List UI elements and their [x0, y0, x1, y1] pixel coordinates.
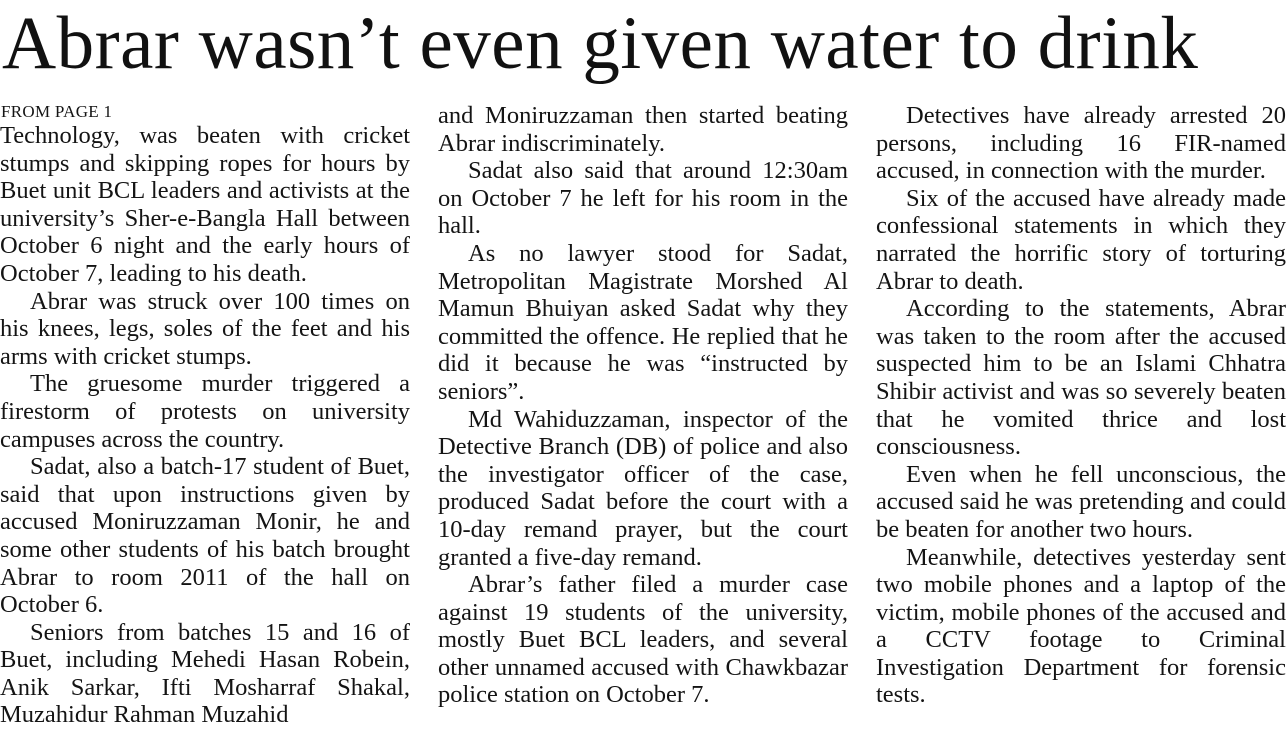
paragraph: Six of the accused have already made confessional statements in which they narrated the horrific story of torturing Abrar to death.	[876, 184, 1286, 295]
paragraph: The gruesome murder triggered a firestorm of protests on university campuses across the country.	[0, 370, 410, 453]
paragraph: Abrar was struck over 100 times on his knees, legs, soles of the feet and his arms with cricket stumps.	[0, 287, 410, 370]
column-1	[0, 102, 410, 742]
paragraph: As no lawyer stood for Sadat, Metropolitan Magistrate Morshed Al Mamun Bhuiyan asked Sadat why they committed the offence. He replied that he did it because he was “instructed by seniors”.	[438, 239, 848, 405]
paragraph: Even when he fell unconscious, the accused said he was pretending and could be beaten for another two hours.	[876, 460, 1286, 543]
paragraph: Meanwhile, detectives yesterday sent two mobile phones and a laptop of the victim, mobile phones of the accused and a CCTV footage to Criminal Investigation Department for forensic tests.	[876, 543, 1286, 709]
paragraph: Technology, was beaten with cricket stumps and skipping ropes for hours by Buet unit BCL leaders and activists at the university’s Sher-e-Bangla Hall between October 6 night and the early hours of October 7, leading to his death.	[0, 122, 410, 287]
paragraph: and Moniruzzaman then started beating Abrar indiscriminately.	[438, 102, 848, 157]
paragraph: Sadat, also a batch-17 student of Buet, said that upon instructions given by accused Moniruzzaman Monir, he and some other students of his batch brought Abrar to room 2011 of the hall on October 6.	[0, 453, 410, 619]
paragraph: According to the statements, Abrar was taken to the room after the accused suspected him to be an Islami Chhatra Shibir activist and was so severely beaten that he vomited thrice and lost consciousness.	[876, 295, 1286, 461]
paragraph: Md Wahiduzzaman, inspector of the Detective Branch (DB) of police and also the investigator officer of the case, produced Sadat before the court with a 10-day remand prayer, but the court granted a five-day remand.	[438, 405, 848, 571]
jump-label: FROM PAGE 1	[1, 102, 113, 121]
paragraph: Detectives have already arrested 20 persons, including 16 FIR-named accused, in connection with the murder.	[876, 102, 1286, 185]
headline: Abrar wasn’t even given water to drink	[2, 2, 1199, 85]
paragraph: Sadat also said that around 12:30am on October 7 he left for his room in the hall.	[438, 157, 848, 240]
column-2	[438, 102, 848, 742]
column-3	[876, 102, 1286, 742]
paragraph: Seniors from batches 15 and 16 of Buet, including Mehedi Hasan Robein, Anik Sarkar, Ifti Mosharraf Shakal, Muzahidur Rahman Muzahid	[0, 618, 410, 729]
paragraph: Abrar’s father filed a murder case against 19 students of the university, mostly Buet BCL leaders, and several other unnamed accused with Chawkbazar police station on October 7.	[438, 571, 848, 709]
